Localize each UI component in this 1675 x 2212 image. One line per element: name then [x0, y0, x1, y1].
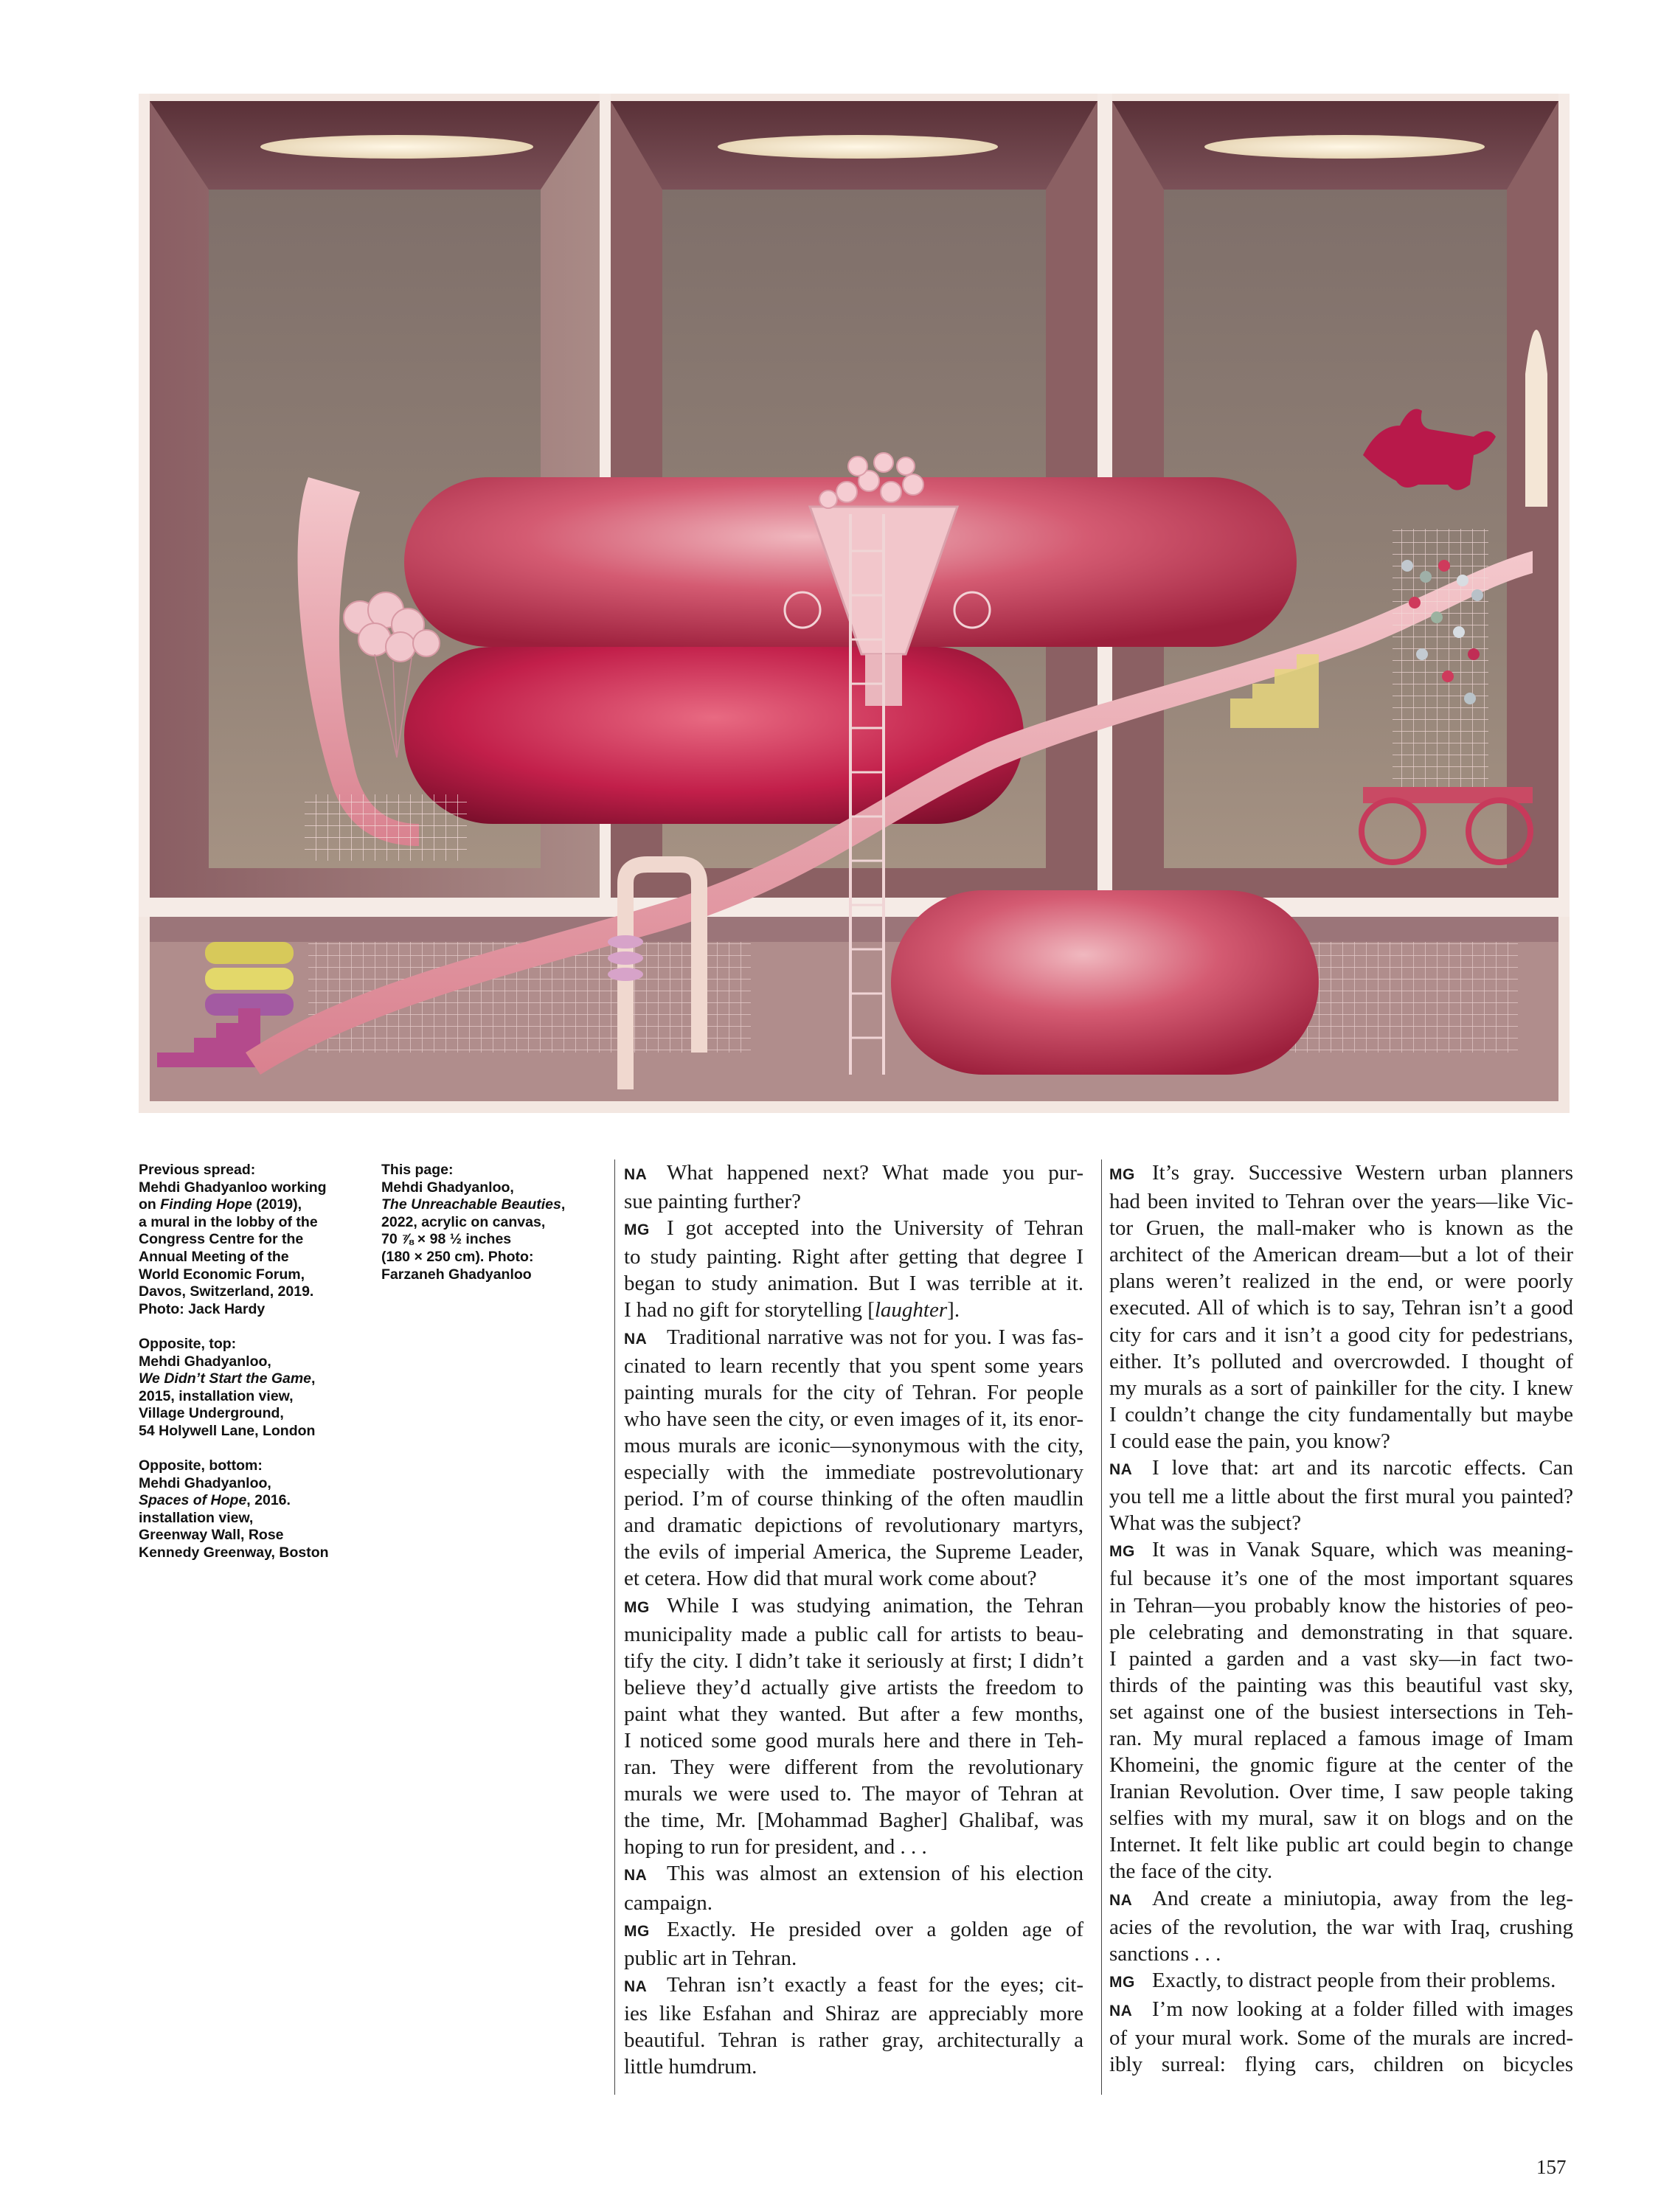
- text-line: either. It’s polluted and overcrowded. I thought of: [1109, 1349, 1573, 1373]
- painting-illustration: [139, 94, 1570, 1113]
- page-number: 157: [1536, 2156, 1567, 2178]
- caption-line: Farzaneh Ghadyanloo: [381, 1266, 532, 1283]
- text-line: painting murals for the city of Tehran. For people: [624, 1380, 1083, 1404]
- caption-line: Photo: Jack Hardy: [139, 1300, 266, 1317]
- caption-block: [381, 1162, 603, 1283]
- text-line: selfies with my mural, saw it on blogs and on the: [1109, 1806, 1573, 1831]
- text-line: tify the city. I didn’t take it seriously at first; I didn’t: [624, 1648, 1083, 1673]
- speaker-label: NA: [624, 1166, 648, 1183]
- text-line: my murals as a sort of painkiller for the city. I knew: [1109, 1376, 1573, 1400]
- caption-line: Mehdi Ghadyanloo,: [139, 1474, 271, 1491]
- text-line: you tell me a little about the first mural you painted?: [1109, 1485, 1573, 1509]
- caption-block: [139, 1336, 360, 1440]
- text-line: cinated to learn recently that you spent some years: [624, 1353, 1083, 1378]
- text-line: I noticed some good murals here and there in Teh-: [624, 1728, 1083, 1752]
- text-line: in Tehran—you probably know the histories of peo-: [1109, 1593, 1573, 1618]
- caption-line: Mehdi Ghadyanloo working: [139, 1179, 327, 1196]
- speaker-label: MG: [624, 1922, 650, 1940]
- text-line: executed. All of which is to say, Tehran isn’t a good: [1109, 1296, 1573, 1320]
- text-line: NA I’m now looking at a folder filled with images: [1109, 1996, 1573, 2025]
- caption-line: installation view,: [139, 1509, 254, 1526]
- caption-block: [139, 1162, 360, 1318]
- text-line: NA Traditional narrative was not for you. I was fas-: [624, 1324, 1083, 1353]
- text-line: ple celebrating and demonstrating in that square.: [1109, 1620, 1573, 1644]
- caption-line: on Finding Hope (2019),: [139, 1196, 302, 1213]
- text-line: paint what they wanted. But after a few months,: [624, 1702, 1083, 1726]
- speaker-label: NA: [624, 1330, 648, 1348]
- text-line: who have seen the city, or even images of it, its enor-: [624, 1407, 1083, 1431]
- text-line: murals we were used to. The mayor of Tehran at: [624, 1782, 1083, 1806]
- text-line: NA I love that: art and its narcotic effects. Can: [1109, 1455, 1573, 1483]
- text-line: tor Gruen, the mall-maker who is known as the: [1109, 1216, 1573, 1241]
- artwork-image: [139, 94, 1570, 1113]
- caption-line: Greenway Wall, Rose: [139, 1527, 284, 1544]
- caption-line: Opposite, top:: [139, 1335, 237, 1352]
- caption-line: This page:: [381, 1162, 454, 1178]
- text-line: hoping to run for president, and . . .: [624, 1835, 927, 1859]
- text-line: ran. My mural replaced a famous image of Imam: [1109, 1726, 1573, 1750]
- caption-line: Kennedy Greenway, Boston: [139, 1544, 329, 1561]
- speaker-label: NA: [1109, 1461, 1133, 1479]
- text-line: had been invited to Tehran over the years—like Vic-: [1109, 1190, 1573, 1214]
- text-line: acies of the revolution, the war with Iraq, crushing: [1109, 1915, 1573, 1939]
- caption-line: 70 ⅞ × 98 ½ inches: [381, 1231, 512, 1248]
- caption-line: World Economic Forum,: [139, 1266, 305, 1283]
- caption-line: We Didn’t Start the Game,: [139, 1370, 316, 1387]
- text-line: the face of the city.: [1109, 1859, 1273, 1884]
- text-line: thirds of the painting was this beautiful vast sky,: [1109, 1673, 1573, 1697]
- caption-block: [139, 1457, 360, 1562]
- text-line: ies like Esfahan and Shiraz are appreciably more: [624, 2001, 1083, 2025]
- text-line: mous murals are iconic—synonymous with the city,: [624, 1433, 1083, 1457]
- text-line: especially with the immediate postrevolutionary: [624, 1460, 1083, 1485]
- text-line: public art in Tehran.: [624, 1946, 797, 1970]
- caption-line: Davos, Switzerland, 2019.: [139, 1283, 314, 1300]
- caption-line: 2015, installation view,: [139, 1387, 294, 1404]
- text-line: MG It’s gray. Successive Western urban planners: [1109, 1159, 1573, 1188]
- caption-line: 54 Holywell Lane, London: [139, 1422, 316, 1439]
- text-line: the evils of imperial America, the Supreme Leader,: [624, 1540, 1083, 1564]
- text-line: NA And create a miniutopia, away from the leg-: [1109, 1885, 1573, 1914]
- text-line: I painted a garden and a vast sky—in fact two-: [1109, 1646, 1573, 1671]
- speaker-label: MG: [624, 1221, 650, 1239]
- caption-line: Annual Meeting of the: [139, 1248, 289, 1265]
- caption-line: a mural in the lobby of the: [139, 1213, 318, 1230]
- caption-middle: [381, 1162, 603, 1301]
- text-line: believe they’d actually give artists the freedom to: [624, 1675, 1083, 1699]
- speaker-label: MG: [1109, 1973, 1135, 1991]
- text-line: MG While I was studying animation, the Tehran: [624, 1592, 1083, 1621]
- caption-line: Congress Centre for the: [139, 1231, 304, 1248]
- interview-column-1: [614, 1159, 1083, 2095]
- caption-line: Spaces of Hope, 2016.: [139, 1492, 291, 1509]
- caption-line: Village Underground,: [139, 1405, 284, 1422]
- text-line: I could ease the pain, you know?: [1109, 1429, 1390, 1453]
- text-line: What was the subject?: [1109, 1511, 1302, 1536]
- caption-line: The Unreachable Beauties,: [381, 1196, 566, 1213]
- text-line: to study painting. Right after getting that degree I: [624, 1245, 1083, 1269]
- text-line: MG Exactly. He presided over a golden age of: [624, 1916, 1083, 1945]
- text-line: campaign.: [624, 1890, 712, 1915]
- caption-line: Opposite, bottom:: [139, 1457, 263, 1474]
- text-line: the time, Mr. [Mohammad Bagher] Ghalibaf, was: [624, 1809, 1083, 1833]
- text-line: ful because it’s one of the most important squares: [1109, 1567, 1573, 1591]
- text-line: municipality made a public call for artists to beau-: [624, 1622, 1083, 1646]
- text-line: little humdrum.: [624, 2055, 757, 2079]
- caption-line: Previous spread:: [139, 1162, 256, 1178]
- caption-line: Mehdi Ghadyanloo,: [381, 1179, 514, 1196]
- text-line: sue painting further?: [624, 1190, 801, 1214]
- speaker-label: NA: [624, 1977, 648, 1995]
- speaker-label: MG: [1109, 1543, 1135, 1561]
- caption-line: (180 × 250 cm). Photo:: [381, 1248, 534, 1265]
- text-line: MG Exactly, to distract people from their problems.: [1109, 1967, 1573, 1996]
- text-line: MG I got accepted into the University of Tehran: [624, 1215, 1083, 1244]
- text-line: began to study animation. But I was terrible at it.: [624, 1272, 1083, 1296]
- text-line: architect of the American dream—but a lot of their: [1109, 1243, 1573, 1267]
- text-line: Internet. It felt like public art could begin to change: [1109, 1833, 1573, 1857]
- text-line: sanctions . . .: [1109, 1941, 1221, 1966]
- caption-line: 2022, acrylic on canvas,: [381, 1213, 546, 1230]
- text-line: and dramatic depictions of revolutionary martyrs,: [624, 1514, 1083, 1538]
- text-line: NA This was almost an extension of his election: [624, 1860, 1083, 1889]
- text-line: Iranian Revolution. Over time, I saw people taking: [1109, 1780, 1573, 1804]
- text-line: of your mural work. Some of the murals are incred-: [1109, 2026, 1573, 2050]
- caption-left: [139, 1162, 360, 1579]
- speaker-label: NA: [624, 1867, 648, 1885]
- speaker-label: NA: [1109, 1891, 1133, 1909]
- speaker-label: MG: [624, 1598, 650, 1616]
- text-line: I had no gift for storytelling [laughter].: [624, 1298, 960, 1322]
- text-line: Khomeini, the gnomic figure at the center of the: [1109, 1753, 1573, 1778]
- text-line: NA What happened next? What made you pur-: [624, 1159, 1083, 1188]
- speaker-label: MG: [1109, 1166, 1135, 1183]
- text-line: NA Tehran isn’t exactly a feast for the eyes; cit-: [624, 1972, 1083, 2000]
- speaker-label: NA: [1109, 2002, 1133, 2019]
- caption-line: Mehdi Ghadyanloo,: [139, 1353, 271, 1370]
- text-line: MG It was in Vanak Square, which was meaning-: [1109, 1536, 1573, 1565]
- text-line: I couldn’t change the city fundamentally but maybe: [1109, 1402, 1573, 1426]
- text-line: ran. They were different from the revolutionary: [624, 1755, 1083, 1780]
- text-line: et cetera. How did that mural work come about?: [624, 1567, 1037, 1591]
- interview-column-2: [1101, 1159, 1573, 2095]
- text-line: period. I’m of course thinking of the often maudlin: [624, 1487, 1083, 1511]
- text-line: ibly surreal: flying cars, children on bicycles: [1109, 2053, 1573, 2077]
- text-line: plans weren’t realized in the end, or were poorly: [1109, 1269, 1573, 1294]
- text-line: beautiful. Tehran is rather gray, architecturally a: [624, 2028, 1083, 2052]
- text-line: city for cars and it isn’t a good city for pedestrians,: [1109, 1322, 1573, 1347]
- text-line: set against one of the busiest intersections in Teh-: [1109, 1699, 1573, 1724]
